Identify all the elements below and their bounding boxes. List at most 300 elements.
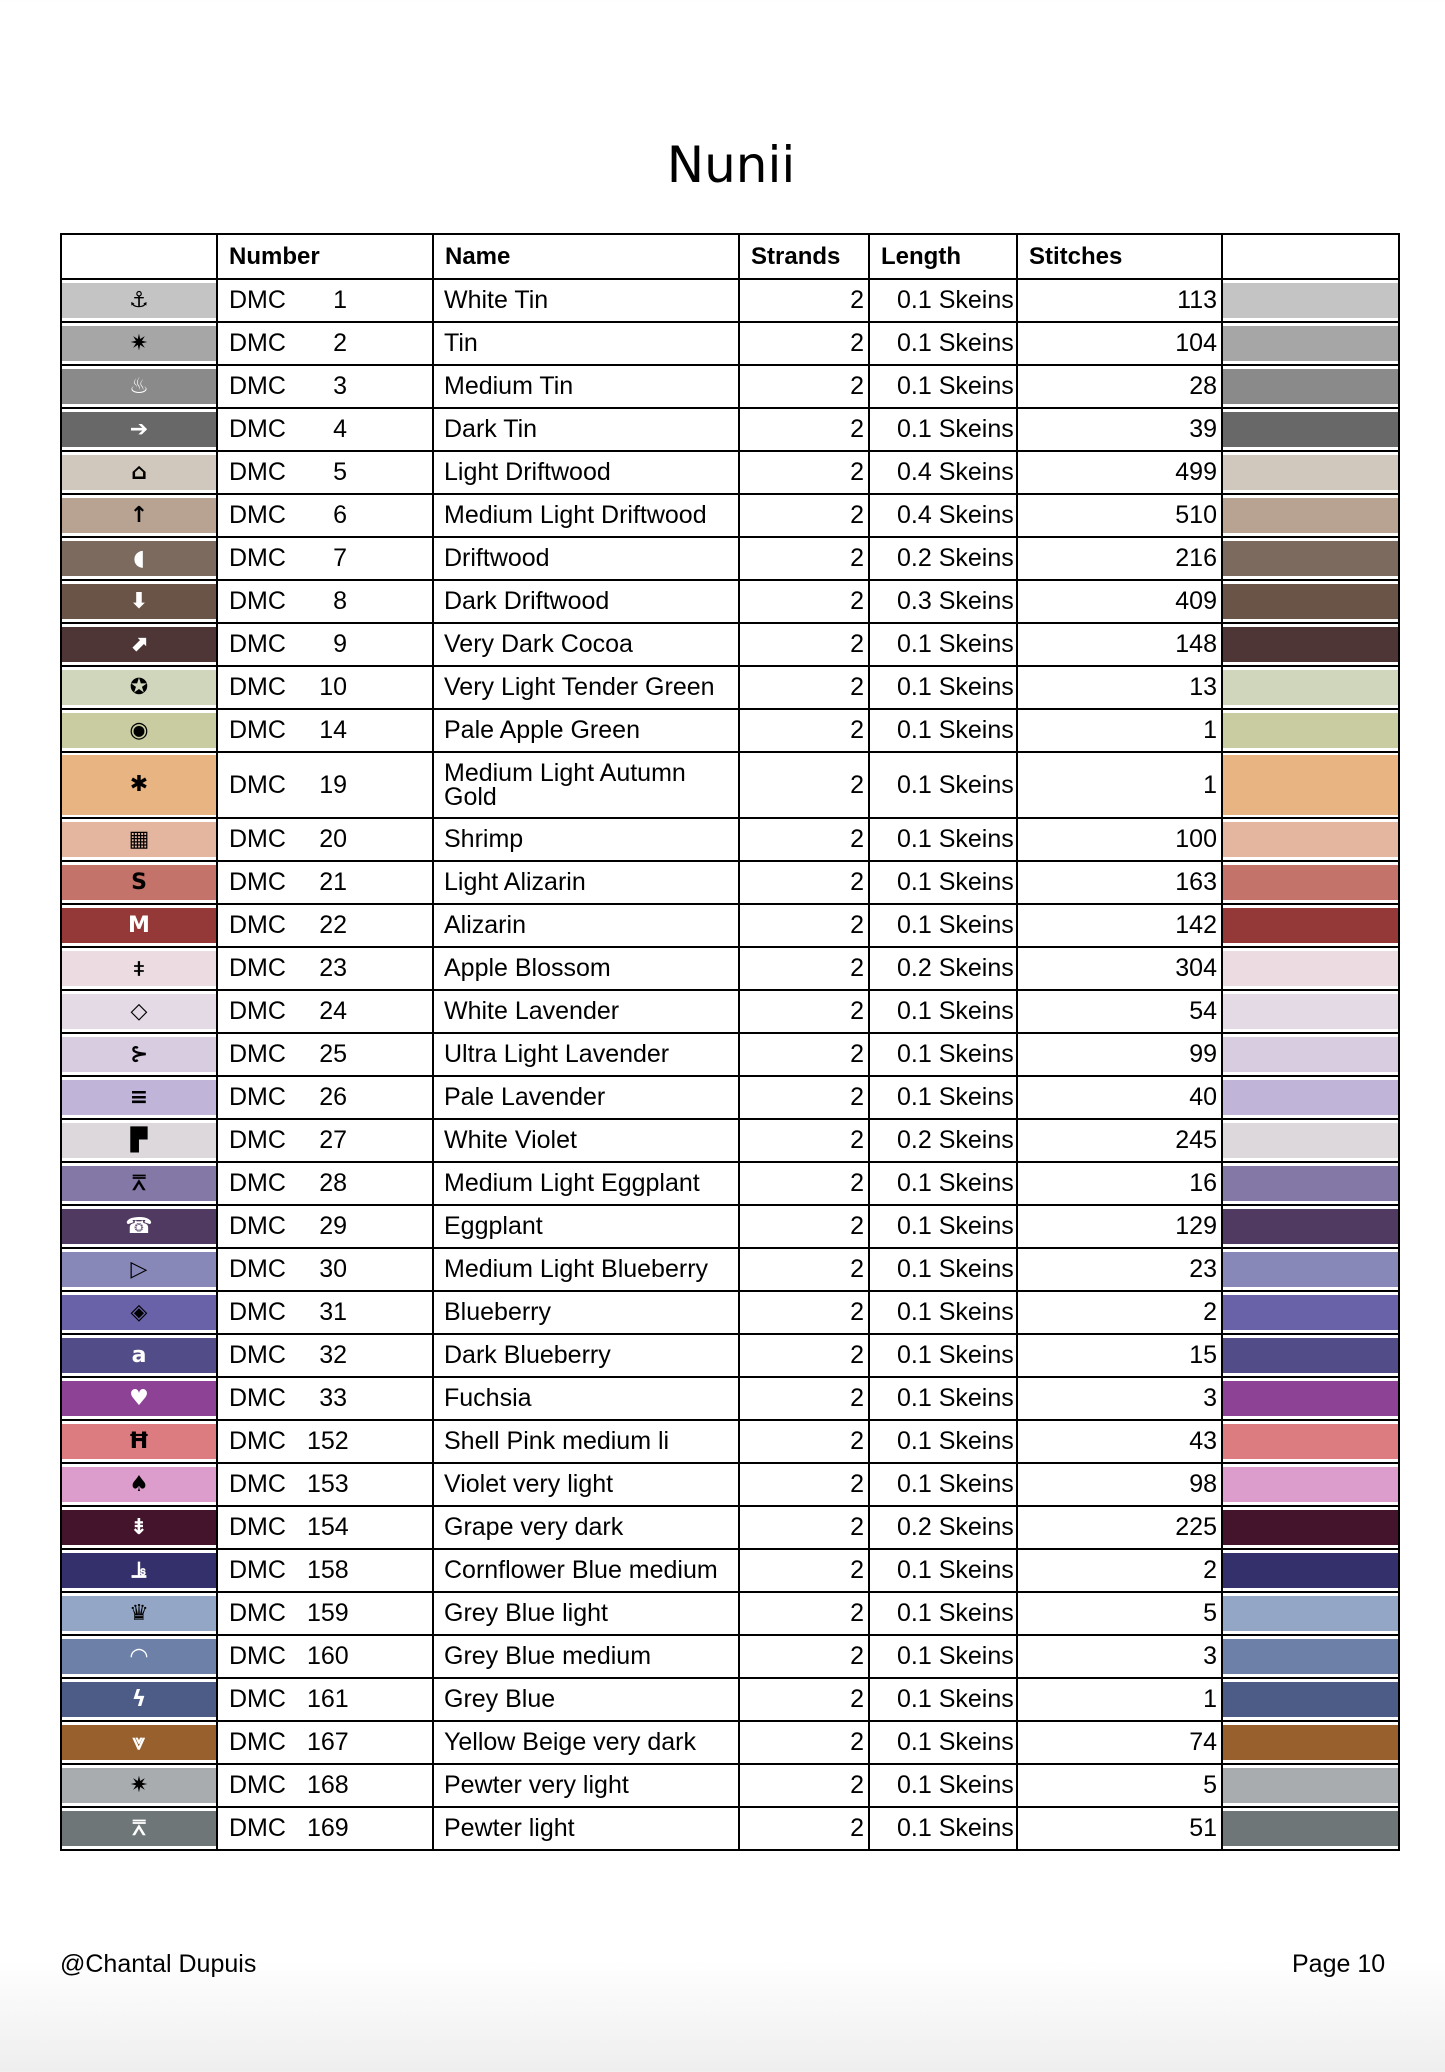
thread-name: Very Light Tender Green (433, 666, 739, 709)
stitch-symbol-icon: ⌂ (131, 459, 147, 485)
thread-name: Medium Light Eggplant (433, 1162, 739, 1205)
thread-code: 161 (307, 1685, 349, 1713)
stitch-symbol-icon: ⫡ (131, 1557, 147, 1583)
thread-strands: 2 (739, 1807, 869, 1850)
stitch-symbol-icon: ✪ (129, 674, 149, 700)
thread-length: 0.1 Skeins (869, 1678, 1017, 1721)
symbol-swatch (61, 904, 217, 947)
thread-code: 33 (319, 1384, 347, 1412)
thread-brand: DMC (229, 415, 286, 443)
thread-length: 0.1 Skeins (869, 1420, 1017, 1463)
color-swatch (1222, 1291, 1399, 1334)
table-row (61, 1205, 1399, 1248)
thread-number (217, 494, 433, 537)
thread-code: 159 (307, 1599, 349, 1627)
stitch-symbol-icon: ⩞ (132, 1815, 146, 1841)
thread-stitches: 3 (1017, 1635, 1222, 1678)
thread-code: 25 (319, 1040, 347, 1068)
color-swatch (1222, 1678, 1399, 1721)
thread-length: 0.1 Skeins (869, 990, 1017, 1033)
header-strands: Strands (739, 234, 869, 279)
symbol-swatch (61, 1076, 217, 1119)
thread-brand: DMC (229, 1298, 286, 1326)
thread-number (217, 1678, 433, 1721)
thread-length: 0.1 Skeins (869, 1248, 1017, 1291)
thread-code: 21 (319, 868, 347, 896)
thread-code: 27 (319, 1126, 347, 1154)
thread-number (217, 1076, 433, 1119)
thread-length: 0.4 Skeins (869, 451, 1017, 494)
thread-name: Medium Tin (433, 365, 739, 408)
thread-brand: DMC (229, 587, 286, 615)
thread-number (217, 1291, 433, 1334)
table-row (61, 1721, 1399, 1764)
thread-strands: 2 (739, 709, 869, 752)
thread-code: 23 (319, 954, 347, 982)
symbol-swatch (61, 279, 217, 322)
thread-length: 0.1 Skeins (869, 1162, 1017, 1205)
thread-strands: 2 (739, 904, 869, 947)
thread-length: 0.2 Skeins (869, 1506, 1017, 1549)
thread-length: 0.1 Skeins (869, 1463, 1017, 1506)
stitch-symbol-icon: ▷ (130, 1256, 148, 1282)
thread-stitches: 104 (1017, 322, 1222, 365)
thread-code: 31 (319, 1298, 347, 1326)
symbol-swatch (61, 1334, 217, 1377)
thread-name: Light Driftwood (433, 451, 739, 494)
thread-code: 167 (307, 1728, 349, 1756)
thread-name: Light Alizarin (433, 861, 739, 904)
thread-length: 0.1 Skeins (869, 709, 1017, 752)
thread-name: Violet very light (433, 1463, 739, 1506)
thread-code: 26 (319, 1083, 347, 1111)
thread-number (217, 1248, 433, 1291)
stitch-symbol-icon: ϟ (131, 1686, 147, 1712)
color-swatch (1222, 537, 1399, 580)
symbol-swatch (61, 623, 217, 666)
thread-stitches: 13 (1017, 666, 1222, 709)
symbol-swatch (61, 1807, 217, 1850)
color-swatch (1222, 1549, 1399, 1592)
color-swatch (1222, 1764, 1399, 1807)
header-stitches: Stitches (1017, 234, 1222, 279)
thread-strands: 2 (739, 322, 869, 365)
thread-strands: 2 (739, 451, 869, 494)
thread-name: Medium Light Blueberry (433, 1248, 739, 1291)
thread-number (217, 279, 433, 322)
thread-number (217, 752, 433, 818)
symbol-swatch (61, 818, 217, 861)
color-swatch (1222, 408, 1399, 451)
symbol-swatch (61, 1721, 217, 1764)
thread-brand: DMC (229, 1341, 286, 1369)
table-row (61, 1162, 1399, 1205)
color-swatch (1222, 947, 1399, 990)
stitch-symbol-icon: ⇟ (129, 1514, 149, 1540)
symbol-swatch (61, 1506, 217, 1549)
thread-stitches: 28 (1017, 365, 1222, 408)
thread-code: 158 (307, 1556, 349, 1584)
thread-strands: 2 (739, 494, 869, 537)
thread-name: Medium Light Autumn Gold (433, 752, 739, 818)
thread-brand: DMC (229, 501, 286, 529)
thread-length: 0.1 Skeins (869, 322, 1017, 365)
symbol-swatch (61, 451, 217, 494)
thread-stitches: 54 (1017, 990, 1222, 1033)
thread-name: Eggplant (433, 1205, 739, 1248)
stitch-symbol-icon: ◈ (130, 1299, 148, 1325)
thread-name: Blueberry (433, 1291, 739, 1334)
color-swatch (1222, 1592, 1399, 1635)
thread-length: 0.1 Skeins (869, 623, 1017, 666)
thread-brand: DMC (229, 630, 286, 658)
color-swatch (1222, 990, 1399, 1033)
thread-length: 0.1 Skeins (869, 365, 1017, 408)
stitch-symbol-icon: ☎ (125, 1213, 153, 1239)
thread-strands: 2 (739, 666, 869, 709)
thread-strands: 2 (739, 1721, 869, 1764)
thread-brand: DMC (229, 1169, 286, 1197)
thread-name: Tin (433, 322, 739, 365)
thread-strands: 2 (739, 1592, 869, 1635)
thread-stitches: 100 (1017, 818, 1222, 861)
thread-length: 0.1 Skeins (869, 1807, 1017, 1850)
thread-strands: 2 (739, 1549, 869, 1592)
color-swatch (1222, 494, 1399, 537)
stitch-symbol-icon: ▛ (130, 1127, 148, 1153)
thread-stitches: 216 (1017, 537, 1222, 580)
thread-brand: DMC (229, 954, 286, 982)
thread-number (217, 451, 433, 494)
thread-name: Grey Blue light (433, 1592, 739, 1635)
color-swatch (1222, 1162, 1399, 1205)
thread-number (217, 818, 433, 861)
thread-stitches: 409 (1017, 580, 1222, 623)
thread-number (217, 1635, 433, 1678)
footer-page-number: Page 10 (1292, 1950, 1386, 1978)
thread-length: 0.1 Skeins (869, 1592, 1017, 1635)
thread-number (217, 1549, 433, 1592)
thread-code: 9 (333, 630, 347, 658)
thread-code: 29 (319, 1212, 347, 1240)
symbol-swatch (61, 1162, 217, 1205)
thread-number (217, 1592, 433, 1635)
thread-code: 28 (319, 1169, 347, 1197)
table-row (61, 1807, 1399, 1850)
thread-strands: 2 (739, 947, 869, 990)
color-swatch (1222, 861, 1399, 904)
thread-strands: 2 (739, 1119, 869, 1162)
thread-name: Very Dark Cocoa (433, 623, 739, 666)
color-swatch (1222, 1334, 1399, 1377)
thread-number (217, 861, 433, 904)
thread-number (217, 990, 433, 1033)
stitch-symbol-icon: a (131, 1342, 147, 1368)
thread-length: 0.1 Skeins (869, 1764, 1017, 1807)
thread-brand: DMC (229, 1427, 286, 1455)
thread-code: 7 (333, 544, 347, 572)
symbol-swatch (61, 666, 217, 709)
stitch-symbol-icon: ◇ (130, 998, 148, 1024)
table-row (61, 1764, 1399, 1807)
symbol-swatch (61, 1463, 217, 1506)
legend-body (61, 279, 1399, 1850)
thread-name: White Violet (433, 1119, 739, 1162)
thread-length: 0.1 Skeins (869, 818, 1017, 861)
color-swatch (1222, 752, 1399, 818)
thread-length: 0.2 Skeins (869, 537, 1017, 580)
thread-stitches: 51 (1017, 1807, 1222, 1850)
color-swatch (1222, 666, 1399, 709)
color-swatch (1222, 1463, 1399, 1506)
thread-brand: DMC (229, 458, 286, 486)
table-row (61, 1635, 1399, 1678)
thread-code: 10 (319, 673, 347, 701)
stitch-symbol-icon: ◉ (129, 717, 149, 743)
table-row (61, 709, 1399, 752)
stitch-symbol-icon: ⩞ (132, 1170, 146, 1196)
thread-stitches: 23 (1017, 1248, 1222, 1291)
thread-strands: 2 (739, 623, 869, 666)
thread-number (217, 1033, 433, 1076)
table-row (61, 408, 1399, 451)
thread-number (217, 1807, 433, 1850)
thread-code: 2 (333, 329, 347, 357)
table-row (61, 947, 1399, 990)
thread-name: Alizarin (433, 904, 739, 947)
color-swatch (1222, 1377, 1399, 1420)
thread-length: 0.1 Skeins (869, 1334, 1017, 1377)
color-swatch (1222, 1248, 1399, 1291)
table-row (61, 1248, 1399, 1291)
symbol-swatch (61, 1205, 217, 1248)
thread-stitches: 113 (1017, 279, 1222, 322)
thread-stitches: 99 (1017, 1033, 1222, 1076)
color-swatch (1222, 1635, 1399, 1678)
thread-name: Grey Blue medium (433, 1635, 739, 1678)
table-row (61, 494, 1399, 537)
thread-strands: 2 (739, 1764, 869, 1807)
thread-brand: DMC (229, 770, 286, 799)
thread-number (217, 1506, 433, 1549)
thread-name: Driftwood (433, 537, 739, 580)
thread-stitches: 163 (1017, 861, 1222, 904)
thread-length: 0.1 Skeins (869, 1635, 1017, 1678)
color-swatch (1222, 1420, 1399, 1463)
symbol-swatch (61, 580, 217, 623)
thread-strands: 2 (739, 580, 869, 623)
thread-brand: DMC (229, 1728, 286, 1756)
stitch-symbol-icon: ⧧ (133, 955, 145, 981)
table-row (61, 279, 1399, 322)
stitch-symbol-icon: ⚓ (129, 287, 149, 313)
table-row (61, 1334, 1399, 1377)
thread-strands: 2 (739, 1506, 869, 1549)
symbol-swatch (61, 1377, 217, 1420)
thread-strands: 2 (739, 818, 869, 861)
table-row (61, 904, 1399, 947)
stitch-symbol-icon: Ħ (128, 1428, 150, 1454)
thread-brand: DMC (229, 911, 286, 939)
table-row (61, 752, 1399, 818)
thread-number (217, 1334, 433, 1377)
thread-name: Ultra Light Lavender (433, 1033, 739, 1076)
thread-number (217, 365, 433, 408)
thread-stitches: 304 (1017, 947, 1222, 990)
symbol-swatch (61, 494, 217, 537)
thread-code: 5 (333, 458, 347, 486)
symbol-swatch (61, 408, 217, 451)
symbol-swatch (61, 1635, 217, 1678)
thread-brand: DMC (229, 673, 286, 701)
thread-length: 0.1 Skeins (869, 1033, 1017, 1076)
thread-stitches: 2 (1017, 1549, 1222, 1592)
symbol-swatch (61, 947, 217, 990)
thread-code: 32 (319, 1341, 347, 1369)
table-row (61, 1592, 1399, 1635)
thread-code: 19 (319, 770, 347, 799)
header-length: Length (869, 234, 1017, 279)
thread-length: 0.2 Skeins (869, 1119, 1017, 1162)
symbol-swatch (61, 1291, 217, 1334)
thread-stitches: 129 (1017, 1205, 1222, 1248)
thread-strands: 2 (739, 279, 869, 322)
header-name: Name (433, 234, 739, 279)
stitch-symbol-icon: ◠ (130, 1643, 148, 1669)
thread-stitches: 40 (1017, 1076, 1222, 1119)
thread-strands: 2 (739, 365, 869, 408)
thread-number (217, 322, 433, 365)
thread-strands: 2 (739, 1463, 869, 1506)
thread-number (217, 1420, 433, 1463)
thread-name: Pewter light (433, 1807, 739, 1850)
table-row (61, 1033, 1399, 1076)
thread-strands: 2 (739, 1291, 869, 1334)
thread-strands: 2 (739, 1420, 869, 1463)
table-row (61, 861, 1399, 904)
thread-strands: 2 (739, 1635, 869, 1678)
table-row (61, 451, 1399, 494)
thread-name: White Tin (433, 279, 739, 322)
thread-stitches: 2 (1017, 1291, 1222, 1334)
thread-code: 168 (307, 1771, 349, 1799)
thread-code: 152 (307, 1427, 349, 1455)
thread-length: 0.1 Skeins (869, 666, 1017, 709)
thread-length: 0.2 Skeins (869, 947, 1017, 990)
thread-stitches: 5 (1017, 1764, 1222, 1807)
thread-name: Apple Blossom (433, 947, 739, 990)
thread-brand: DMC (229, 329, 286, 357)
table-row (61, 580, 1399, 623)
stitch-symbol-icon: ➔ (129, 416, 149, 442)
thread-stitches: 225 (1017, 1506, 1222, 1549)
thread-stitches: 142 (1017, 904, 1222, 947)
thread-brand: DMC (229, 1599, 286, 1627)
thread-name: Fuchsia (433, 1377, 739, 1420)
stitch-symbol-icon: ✱ (129, 772, 149, 797)
thread-length: 0.1 Skeins (869, 1549, 1017, 1592)
thread-strands: 2 (739, 1334, 869, 1377)
thread-strands: 2 (739, 990, 869, 1033)
thread-length: 0.1 Skeins (869, 1076, 1017, 1119)
color-swatch (1222, 709, 1399, 752)
symbol-swatch (61, 1678, 217, 1721)
thread-number (217, 580, 433, 623)
header-number: Number (217, 234, 433, 279)
page-title: Nunii (666, 136, 796, 194)
stitch-symbol-icon: ⩔ (132, 1729, 146, 1755)
color-swatch (1222, 322, 1399, 365)
symbol-swatch (61, 861, 217, 904)
thread-stitches: 16 (1017, 1162, 1222, 1205)
table-row (61, 1119, 1399, 1162)
symbol-swatch (61, 752, 217, 818)
thread-strands: 2 (739, 1248, 869, 1291)
thread-number (217, 904, 433, 947)
footer-author: @Chantal Dupuis (60, 1950, 257, 1978)
table-row (61, 1463, 1399, 1506)
thread-number (217, 709, 433, 752)
thread-name: Pale Apple Green (433, 709, 739, 752)
symbol-swatch (61, 1764, 217, 1807)
thread-name: Shrimp (433, 818, 739, 861)
thread-code: 160 (307, 1642, 349, 1670)
table-row (61, 1291, 1399, 1334)
header-color (1222, 234, 1399, 279)
thread-strands: 2 (739, 1678, 869, 1721)
symbol-swatch (61, 322, 217, 365)
table-row (61, 537, 1399, 580)
thread-brand: DMC (229, 1083, 286, 1111)
color-swatch (1222, 451, 1399, 494)
stitch-symbol-icon: ♠ (129, 1471, 149, 1497)
stitch-symbol-icon: ▦ (128, 826, 150, 852)
thread-strands: 2 (739, 1076, 869, 1119)
thread-number (217, 1205, 433, 1248)
stitch-symbol-icon: M (128, 912, 150, 938)
thread-length: 0.3 Skeins (869, 580, 1017, 623)
color-swatch (1222, 904, 1399, 947)
stitch-symbol-icon: ✷ (129, 1772, 149, 1798)
thread-name: Dark Tin (433, 408, 739, 451)
thread-brand: DMC (229, 1685, 286, 1713)
thread-code: 8 (333, 587, 347, 615)
thread-code: 30 (319, 1255, 347, 1283)
stitch-symbol-icon: ⬇ (129, 588, 149, 614)
thread-legend-table (60, 233, 1400, 1851)
thread-number (217, 1119, 433, 1162)
thread-strands: 2 (739, 537, 869, 580)
thread-brand: DMC (229, 997, 286, 1025)
thread-length: 0.1 Skeins (869, 1205, 1017, 1248)
table-row (61, 818, 1399, 861)
thread-brand: DMC (229, 1814, 286, 1842)
stitch-symbol-icon: ♨ (129, 373, 149, 399)
thread-brand: DMC (229, 1642, 286, 1670)
thread-name: Shell Pink medium li (433, 1420, 739, 1463)
thread-strands: 2 (739, 1377, 869, 1420)
thread-strands: 2 (739, 408, 869, 451)
thread-name: Dark Driftwood (433, 580, 739, 623)
thread-stitches: 3 (1017, 1377, 1222, 1420)
thread-brand: DMC (229, 372, 286, 400)
thread-name: Grape very dark (433, 1506, 739, 1549)
thread-stitches: 15 (1017, 1334, 1222, 1377)
thread-stitches: 1 (1017, 752, 1222, 818)
thread-name: Medium Light Driftwood (433, 494, 739, 537)
table-row (61, 1377, 1399, 1420)
symbol-swatch (61, 990, 217, 1033)
